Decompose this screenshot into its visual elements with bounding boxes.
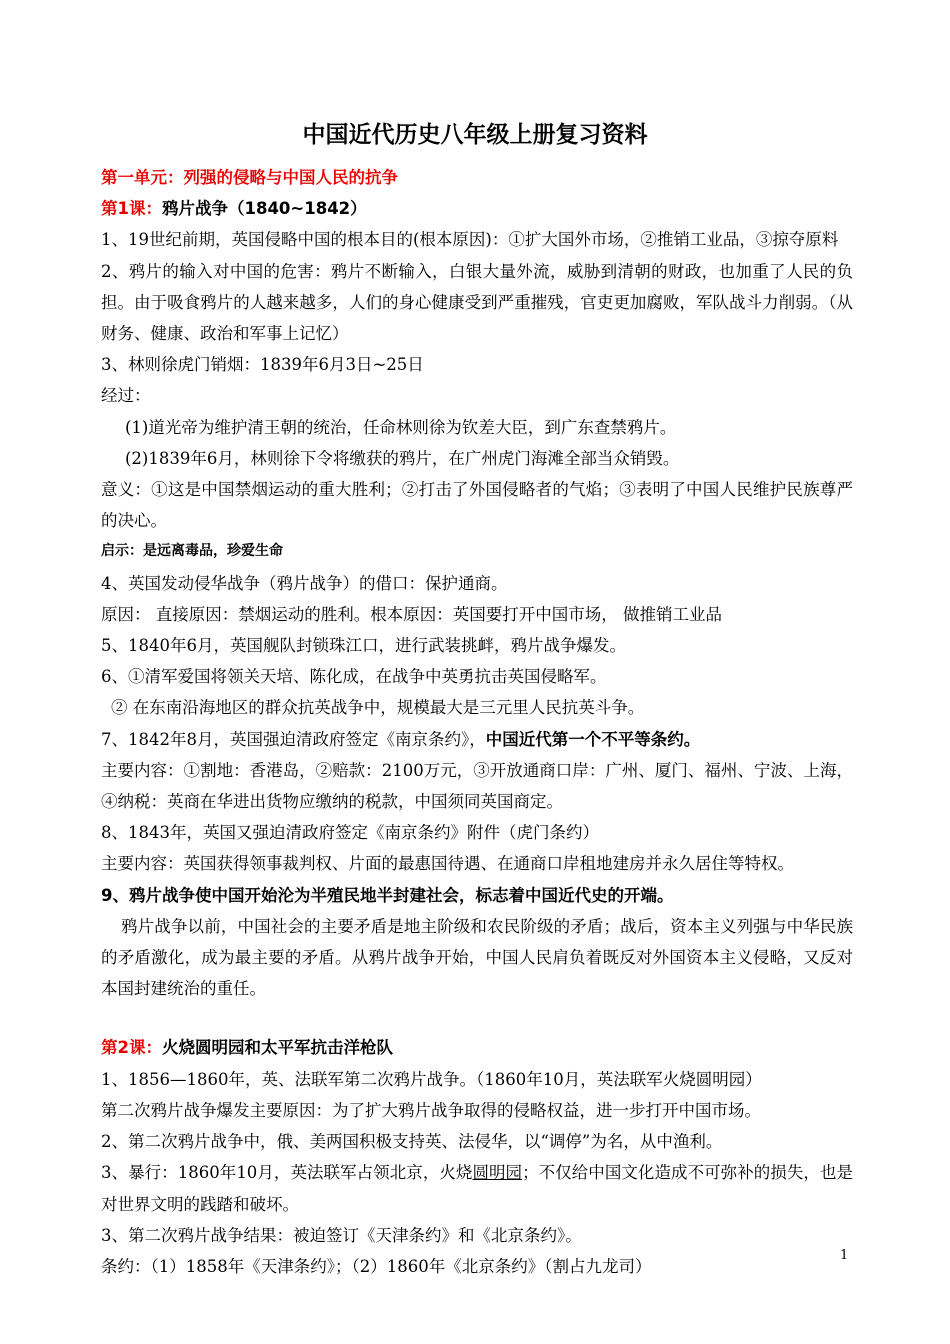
paragraph: 4、英国发动侵华战争（鸦片战争）的借口：保护通商。	[101, 573, 508, 593]
unit-heading: 第一单元：列强的侵略与中国人民的抗争	[101, 168, 398, 187]
paragraph: 原因： 直接原因：禁烟运动的胜利。根本原因：英国要打开中国市场， 做推销工业品	[101, 604, 722, 624]
paragraph: 主要内容：①割地：香港岛，②赔款：2100万元，③开放通商口岸：广州、厦门、福州、宁波、上海，④纳税：英商在华进出货物应缴纳的税款，中国须同英国商定。	[101, 760, 853, 812]
paragraph: 6、①清军爱国将领关天培、陈化成，在战争中英勇抗击英国侵略军。	[101, 667, 607, 687]
paragraph-text: 7、1842年8月，英国强迫清政府签定《南京条约》，	[101, 729, 486, 749]
paragraph: 8、1843年，英国又强迫清政府签定《南京条约》附件（虎门条约）	[101, 823, 599, 843]
paragraph-text: 3、暴行：1860年10月，英法联军占领北京，火烧	[101, 1163, 473, 1183]
paragraph: 意义：①这是中国禁烟运动的重大胜利；②打击了外国侵略者的气焰；③表明了中国人民维护民族尊严的决心。	[101, 480, 853, 531]
paragraph-emphasis: 中国近代第一个不平等条约。	[485, 729, 701, 749]
paragraph-text: ；不仅给中国文化造成不可弥补的损失，也是对世界文明的践踏和破坏。	[101, 1163, 853, 1214]
lesson-heading	[101, 193, 853, 224]
paragraph: 条约：（1）1858年《天津条约》；（2）1860年《北京条约》（割占九龙司）	[101, 1256, 652, 1276]
paragraph: 1、1856—1860年，英、法联军第二次鸦片战争。（1860年10月，英法联军火烧圆明园）	[101, 1069, 762, 1089]
paragraph: 2、第二次鸦片战争中，俄、美两国积极支持英、法侵华，以“调停”为名，从中渔利。	[101, 1132, 723, 1152]
paragraph: 3、第二次鸦片战争结果：被迫签订《天津条约》和《北京条约》。	[101, 1225, 582, 1245]
lesson-title: 鸦片战争（1840~1842）	[161, 199, 367, 219]
lesson-title: 火烧圆明园和太平军抗击洋枪队	[161, 1038, 393, 1058]
lesson-heading	[101, 1032, 853, 1063]
paragraph: (1)道光帝为维护清王朝的统治，任命林则徐为钦差大臣，到广东查禁鸦片。	[125, 417, 677, 437]
lesson-label: 第2课：	[101, 1038, 162, 1058]
lesson-label: 第1课：	[101, 199, 162, 219]
paragraph: 2、鸦片的输入对中国的危害：鸦片不断输入，白银大量外流，威胁到清朝的财政，也加重了人民的负担。由于吸食鸦片的人越来越多，人们的身心健康受到严重摧残，官吏更加腐败，军队战斗力削弱。（从财务、健康、政治和军事上记忆）	[101, 261, 853, 344]
paragraph: (2)1839年6月，林则徐下令将缴获的鸦片，在广州虎门海滩全部当众销毁。	[125, 448, 680, 468]
paragraph: 经过：	[101, 386, 151, 406]
document-body	[101, 162, 853, 1282]
paragraph	[101, 1157, 853, 1219]
paragraph: 9、鸦片战争使中国开始沦为半殖民地半封建社会，标志着中国近代史的开端。	[101, 885, 674, 905]
spacer	[101, 1004, 853, 1032]
page-number: 1	[840, 1248, 849, 1263]
paragraph: 第二次鸦片战争爆发主要原因：为了扩大鸦片战争取得的侵略权益，进一步打开中国市场。	[101, 1100, 761, 1120]
paragraph: 5、1840年6月，英国舰队封锁珠江口，进行武装挑衅，鸦片战争爆发。	[101, 636, 626, 656]
paragraph	[101, 724, 853, 755]
paragraph: 3、林则徐虎门销烟：1839年6月3日~25日	[101, 355, 424, 375]
underlined-term: 圆明园	[472, 1163, 523, 1183]
paragraph: 启示：是远离毒品，珍爱生命	[101, 543, 283, 560]
paragraph: 1、19世纪前期，英国侵略中国的根本目的(根本原因)：①扩大国外市场，②推销工业品，③掠夺原料	[101, 230, 839, 250]
paragraph: 鸦片战争以前，中国社会的主要矛盾是地主阶级和农民阶级的矛盾；战后，资本主义列强与中华民族的矛盾激化，成为最主要的矛盾。从鸦片战争开始，中国人民肩负着既反对外国资本主义侵略，又反对本国封建统治的重任。	[101, 916, 853, 999]
page-title: 中国近代历史八年级上册复习资料	[302, 122, 648, 148]
paragraph: 主要内容：英国获得领事裁判权、片面的最惠国待遇、在通商口岸租地建房并永久居住等特权。	[101, 854, 794, 874]
paragraph: ② 在东南沿海地区的群众抗英战争中，规模最大是三元里人民抗英斗争。	[111, 698, 645, 718]
